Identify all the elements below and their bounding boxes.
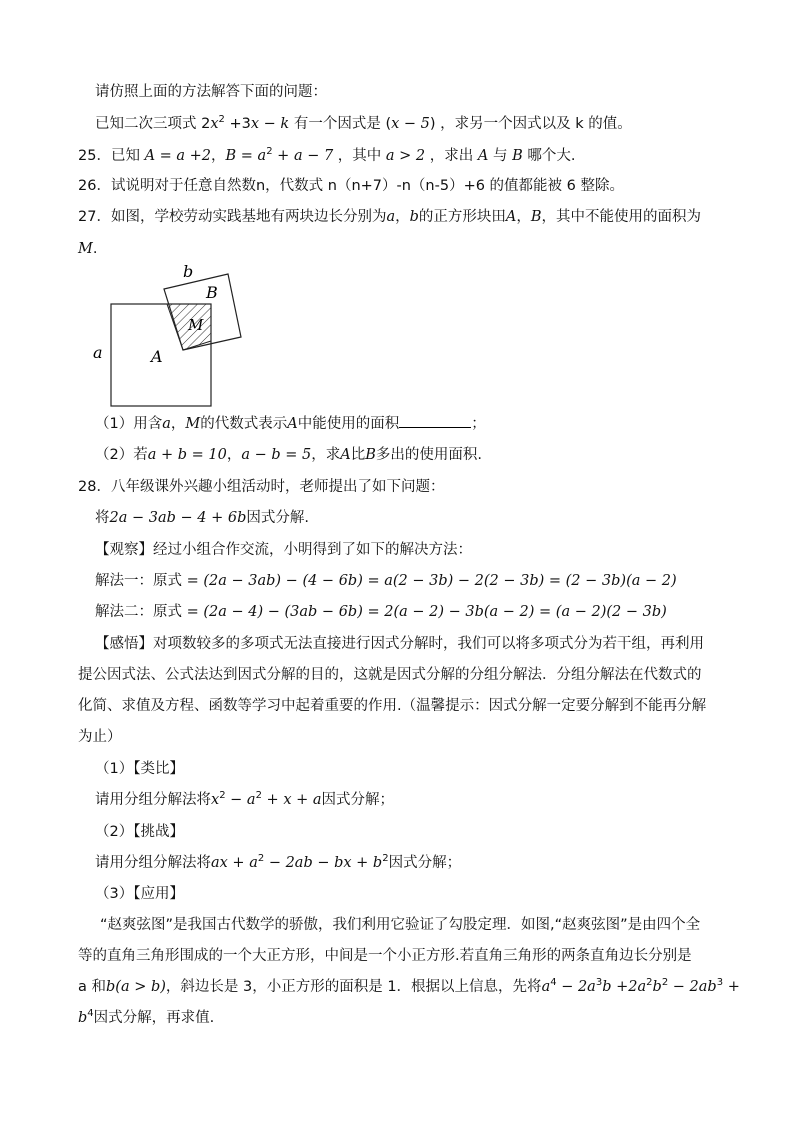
question-27-part1: （1）用含a，M的代数式表示A中能使用的面积 ； bbox=[95, 413, 486, 434]
question-26: 26．试说明对于任意自然数n，代数式 n（n+7）-n（n-5）+6 的值都能被 6 整除。 bbox=[78, 178, 624, 194]
question-27: 27．如图，学校劳动实践基地有两块边长分别为a，b的正方形块田A，B，其中不能使用的面积为 bbox=[78, 209, 702, 225]
answer-blank[interactable] bbox=[399, 413, 471, 428]
part-3-heading: （3）【应用】 bbox=[95, 886, 184, 902]
insight-line-1: 【感悟】对项数较多的多项式无法直接进行因式分解时，我们可以将多项式分为若干组，再利用 bbox=[95, 636, 704, 652]
question-28: 28．八年级课外兴趣小组活动时，老师提出了如下问题： bbox=[78, 479, 445, 495]
question-25: 25．已知 A = a +2，$B = a^2 + a - 7$ ，其中 a > 2 ，求出 A 与 B 哪个大. bbox=[78, 146, 576, 164]
question-27-part2: （2）若a + b = 10，a − b = 5，求A比B多出的使用面积. bbox=[95, 447, 482, 463]
squares-figure bbox=[82, 258, 252, 410]
insight-line-2: 提公因式法、公式法达到因式分解的目的，这就是因式分解的分组分解法．分组分解法在代数式的 bbox=[78, 667, 702, 683]
observe-line: 【观察】经过小组合作交流，小明得到了如下的解决方法： bbox=[95, 542, 472, 558]
question-28-task: 将2a − 3ab − 4 + 6b因式分解. bbox=[95, 510, 309, 526]
label-a: a bbox=[93, 343, 103, 362]
solution-2: 解法二：原式 = (2a − 4) − (3ab − 6b) = 2(a − 2) − 3b(a − 2) = (a − 2)(2 − 3b) bbox=[95, 604, 667, 620]
label-B: B bbox=[206, 283, 218, 302]
application-line-3: a 和b(a > b)，斜边长是 3，小正方形的面积是 1．根据以上信息，先将$a^4 - 2a^3b +2a^2b^2 - 2ab^3$ + bbox=[78, 977, 740, 995]
part-2-heading: （2）【挑战】 bbox=[95, 824, 184, 840]
insight-line-3: 化简、求值及方程、函数等学习中起着重要的作用.（温馨提示：因式分解一定要分解到不能再分解 bbox=[78, 698, 707, 714]
part-1-heading: （1）【类比】 bbox=[95, 761, 184, 777]
solution-1: 解法一：原式 = (2a − 3ab) − (4 − 6b) = a(2 − 3b) − 2(2 − 3b) = (2 − 3b)(a − 2) bbox=[95, 573, 677, 589]
problem-line: 已知二次三项式 $2x^2 +3x - k$ 有一个因式是 (x − 5) ，求另一个因式以及 k 的值。 bbox=[95, 114, 632, 132]
part-2-text: 请用分组分解法将ax + $a^2 - 2ab$ − bx + $b^2$因式分解； bbox=[95, 853, 462, 871]
application-line-4: $b^4$因式分解，再求值. bbox=[78, 1008, 215, 1026]
label-b: b bbox=[183, 262, 194, 281]
application-line-2: 等的直角三角形围成的一个大正方形，中间是一个小正方形.若直角三角形的两条直角边长分别是 bbox=[78, 948, 692, 964]
application-line-1: “赵爽弦图”是我国古代数学的骄傲，我们利用它验证了勾股定理．如图,“赵爽弦图”是由四个全 bbox=[100, 917, 701, 933]
instruction-line: 请仿照上面的方法解答下面的问题： bbox=[95, 84, 327, 100]
part-1-text: 请用分组分解法将$x^2 - a^2 + x + a$因式分解； bbox=[95, 790, 395, 808]
label-M: M bbox=[188, 316, 204, 334]
label-A: A bbox=[151, 347, 163, 366]
question-27-cont: M. bbox=[78, 241, 98, 257]
insight-line-4: 为止） bbox=[78, 729, 122, 745]
